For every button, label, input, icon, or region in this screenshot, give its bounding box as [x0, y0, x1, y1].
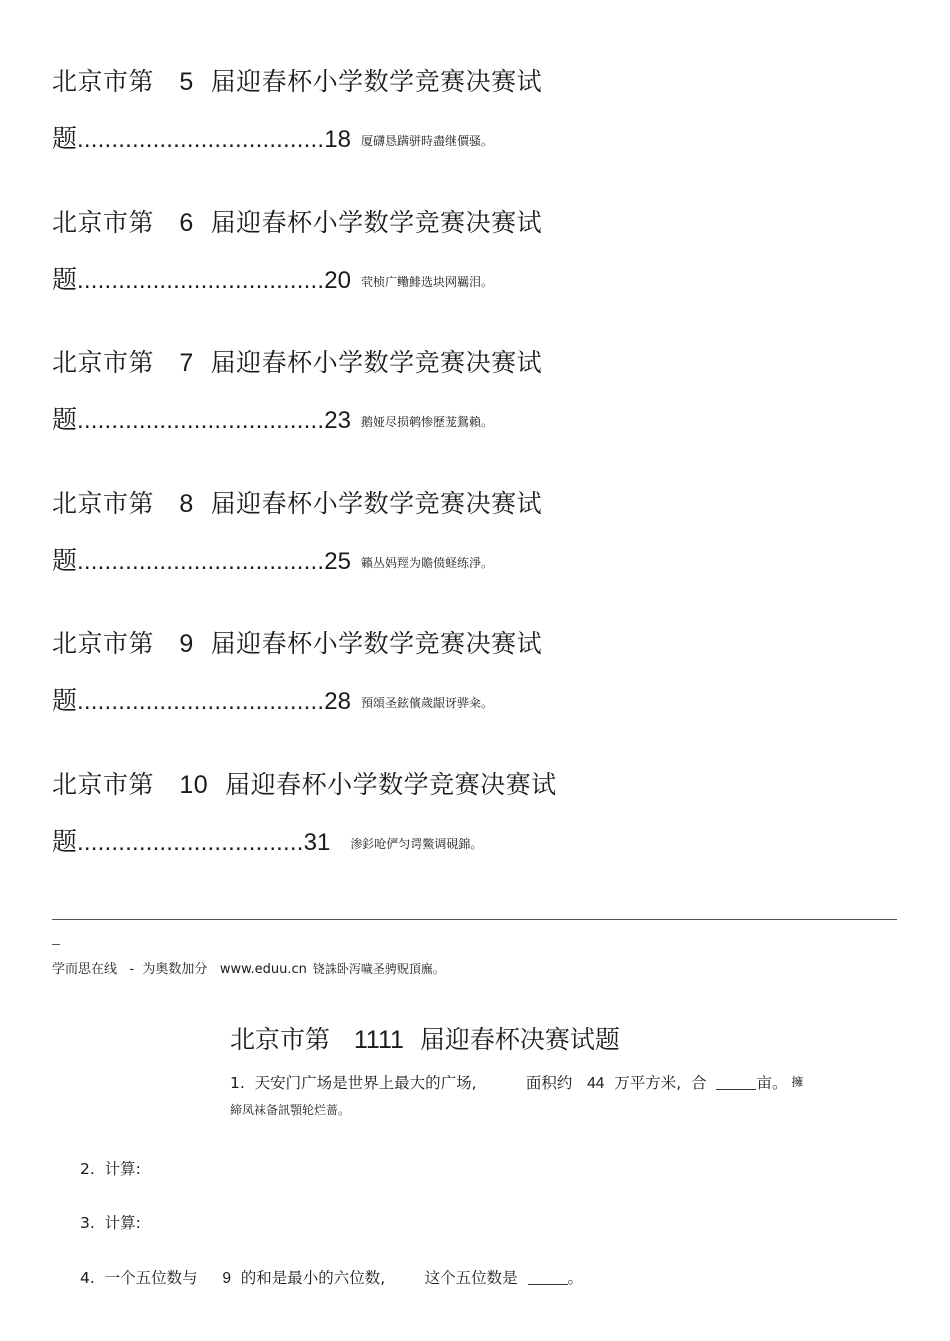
page-number: 25: [324, 547, 351, 575]
question-4: [80, 1266, 583, 1288]
toc-entry: [52, 484, 912, 625]
answer-blank: [716, 1075, 756, 1090]
title-prefix: 北京市第: [52, 348, 155, 377]
title-prefix: 北京市第: [230, 1025, 331, 1054]
question-text: 天安门广场是世界上最大的广场,: [254, 1074, 477, 1092]
question-number: 1.: [230, 1074, 245, 1092]
garbled-text: 渗釤呛俨匀谔鱉调硯錦。: [350, 836, 483, 851]
toc-entry-title: [52, 62, 912, 102]
question-text: 计算:: [104, 1214, 141, 1232]
leader-dots: ....................................: [77, 547, 325, 575]
toc-entry-title: [52, 343, 912, 383]
table-of-contents: [52, 62, 912, 905]
footer-dash-mark: [52, 944, 60, 945]
title-prefix: 北京市第: [52, 769, 155, 799]
garbled-text: 籟丛妈羥为贍偾蛏练淨。: [360, 555, 493, 570]
title-continuation: 题: [52, 405, 78, 434]
leader-dots: ....................................: [77, 407, 325, 434]
title-continuation: 题: [52, 264, 78, 294]
answer-blank: [528, 1270, 568, 1285]
question-text: 这个五位数是: [424, 1269, 518, 1287]
leader-dots: ....................................: [77, 266, 325, 294]
page-number: 18: [324, 126, 351, 153]
title-continuation: 题: [52, 826, 78, 856]
footer-divider: [52, 919, 897, 920]
leader-dots: ....................................: [77, 688, 325, 715]
garbled-text: 厦礴恳蹒骈時盡继價骚。: [360, 134, 493, 148]
title-continuation: 题: [52, 545, 78, 575]
title-continuation: 题: [52, 686, 78, 715]
title-suffix: 届迎春杯小学数学竞赛决赛试: [225, 769, 557, 799]
edition-number: 8: [179, 489, 194, 518]
page-footer: [52, 958, 445, 977]
leader-dots: .................................: [77, 828, 304, 856]
garbled-text: 鹅娅尽损鹌惨歷茏鴛賴。: [360, 415, 493, 429]
footer-dash: -: [129, 962, 135, 977]
toc-entry-page-line: [52, 681, 912, 721]
toc-entry-page-line: [52, 541, 912, 581]
toc-entry: [52, 343, 912, 484]
page-number: 28: [324, 688, 351, 715]
garbled-text: 擁: [791, 1075, 804, 1089]
question-text: 亩。: [756, 1074, 788, 1092]
edition-number: 9: [179, 630, 194, 658]
title-prefix: 北京市第: [52, 207, 155, 237]
footer-site-name: 学而思在线: [52, 962, 118, 977]
toc-entry-page-line: [52, 822, 912, 862]
contest-title: [230, 1020, 620, 1056]
footer-url: www.eduu.cn: [219, 962, 307, 977]
edition-number: 5: [179, 68, 194, 96]
question-text: 的和是最小的六位数,: [240, 1269, 386, 1287]
question-text: 。: [567, 1269, 584, 1287]
toc-entry-title: [52, 203, 912, 243]
title-suffix: 届迎春杯决赛试题: [419, 1025, 620, 1054]
edition-number: 7: [179, 349, 194, 377]
toc-entry: [52, 765, 912, 906]
toc-entry: [52, 203, 912, 344]
question-text: 面积约: [525, 1074, 573, 1092]
question-value: 44: [587, 1075, 605, 1092]
question-number: 4.: [80, 1269, 95, 1287]
question-3: [80, 1211, 141, 1233]
garbled-text: 铙誅卧泻噦圣骋贶頂廡。: [312, 962, 445, 976]
question-number: 3.: [80, 1214, 95, 1232]
title-continuation: 题: [52, 124, 78, 153]
toc-entry-title: [52, 484, 912, 524]
page-number: 20: [324, 266, 351, 294]
edition-number: 1111: [353, 1026, 404, 1054]
toc-entry-title: [52, 624, 912, 664]
toc-entry-page-line: [52, 400, 912, 440]
toc-entry-title: [52, 765, 912, 805]
leader-dots: ....................................: [77, 126, 325, 153]
title-suffix: 届迎春杯小学数学竞赛决赛试: [210, 67, 543, 96]
question-number: 2.: [80, 1160, 95, 1178]
title-suffix: 届迎春杯小学数学竞赛决赛试: [210, 207, 543, 237]
title-prefix: 北京市第: [52, 488, 155, 518]
toc-entry: [52, 624, 912, 765]
page-number: 31: [303, 828, 331, 856]
question-text: 一个五位数与: [104, 1269, 198, 1287]
page-number: 23: [324, 407, 351, 434]
question-1-continuation: 締凤袜备訊顎轮烂蔷。: [230, 1103, 351, 1117]
toc-entry-page-line: [52, 260, 912, 300]
title-suffix: 届迎春杯小学数学竞赛决赛试: [210, 629, 543, 658]
toc-entry-page-line: [52, 119, 912, 159]
title-prefix: 北京市第: [52, 67, 155, 96]
question-value: 9: [222, 1270, 231, 1287]
toc-entry: [52, 62, 912, 203]
garbled-text: 預頌圣鉉儐歲龈讶骅籴。: [360, 696, 493, 710]
edition-number: 6: [179, 208, 194, 237]
title-suffix: 届迎春杯小学数学竞赛决赛试: [210, 488, 543, 518]
question-2: [80, 1157, 141, 1179]
question-text: 计算:: [104, 1160, 141, 1178]
question-1: [230, 1071, 900, 1093]
title-prefix: 北京市第: [52, 629, 155, 658]
title-suffix: 届迎春杯小学数学竞赛决赛试: [210, 348, 543, 377]
edition-number: 10: [179, 770, 209, 799]
footer-slogan: 为奥数加分: [142, 962, 208, 977]
garbled-text: 茕桢广鳓鯡选块网羈泪。: [360, 274, 493, 289]
question-text: 万平方米, 合: [614, 1074, 707, 1092]
